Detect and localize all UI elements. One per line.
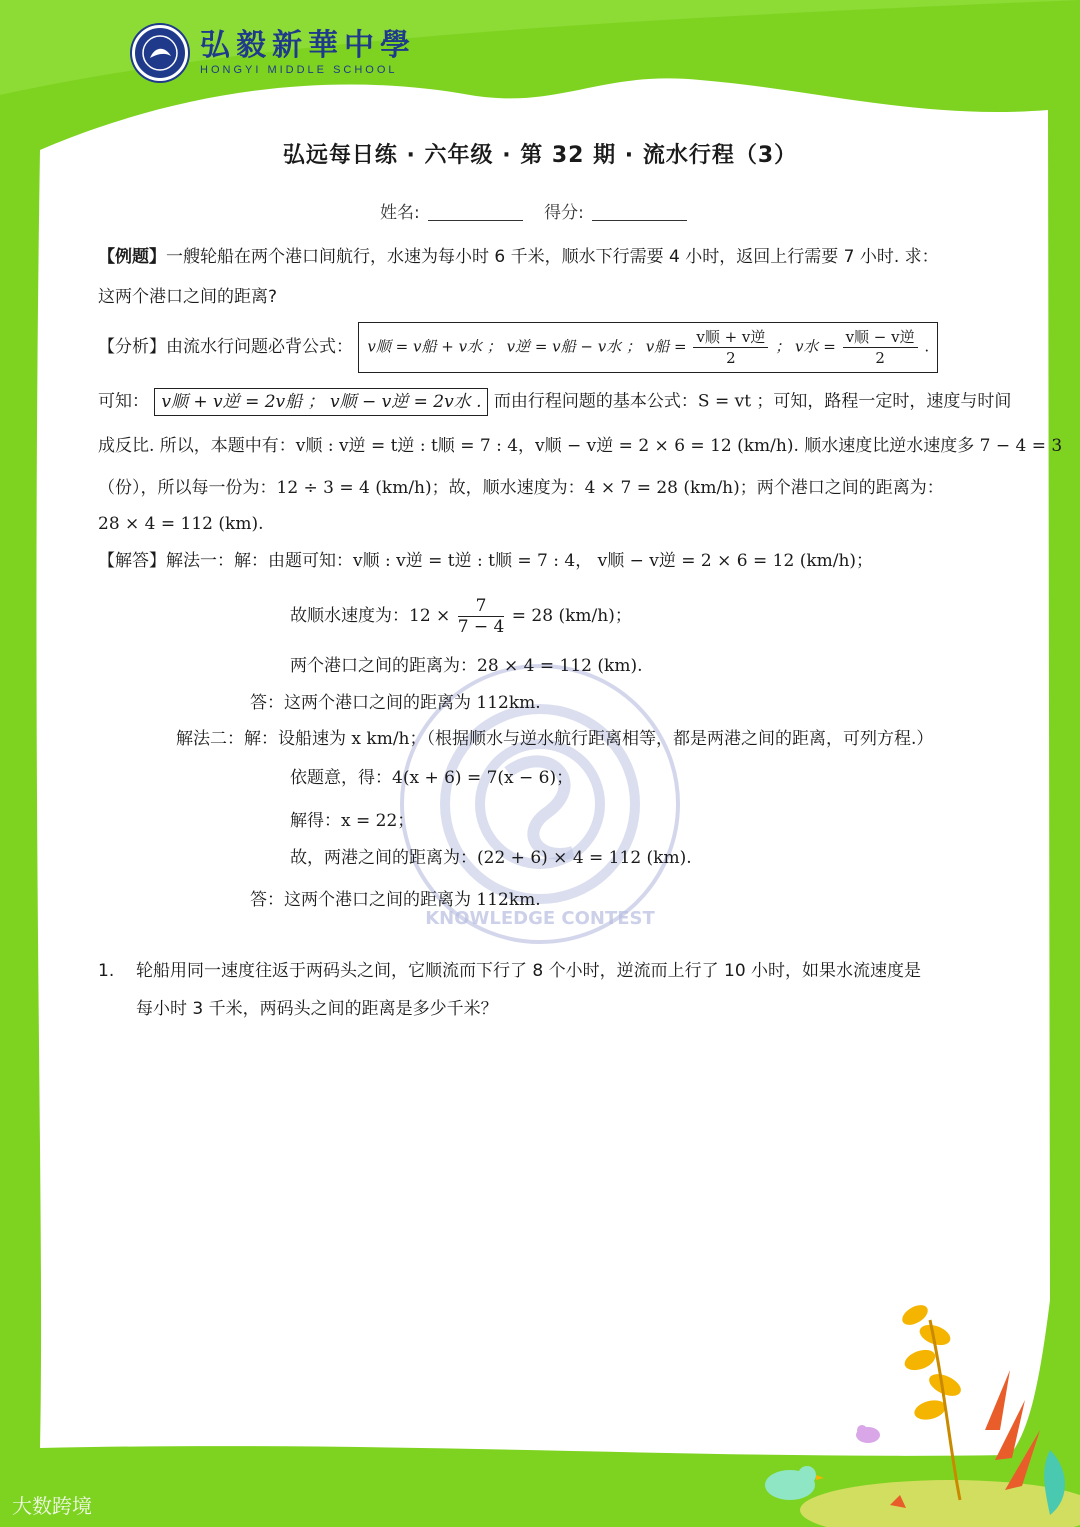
name-label: 姓名: [380,203,420,223]
example-text-1: 一艘轮船在两个港口间航行，水速为每小时 6 千米，顺水下行需要 4 小时，返回上行需要 7 小时. 求： [166,247,939,267]
formula-fraction-1: $\frac{\text{v顺 + v逆}}{2}$ [693,327,768,368]
method1-line-2: 故顺水速度为：12 × $\frac{7}{7 - 4}$ = 28 (km/h)； [290,596,632,637]
analysis-line2-rest: 而由行程问题的基本公式：S = vt ；可知，路程一定时，速度与时间 [493,391,1012,412]
school-name-en: HONGYI MIDDLE SCHOOL [200,64,398,76]
example-text-2: 这两个港口之间的距离? [98,287,278,307]
solution-line-1 [98,550,873,572]
analysis-line2-prefix: 可知： [98,391,149,412]
question-1-line-1 [98,960,921,982]
formula-fraction-2: $\frac{\text{v顺 − v逆}}{2}$ [843,327,918,368]
method2-line-2: 依题意，得：4(x + 6) = 7(x − 6)； [290,768,574,788]
method2-line-3: 解得：x = 22； [290,811,415,831]
analysis-line-3: 成反比. 所以，本题中有：v顺 : v逆 = t逆 : t顺 = 7 : 4，v顺 − v逆 = 2 × 6 = 12 (km/h). 顺水速度比逆水速度多 7 − 4 = 3 [98,436,1063,456]
formula-text: v顺 = v船 + v水 ； v逆 = v船 − v水 ； v船 = [367,337,687,356]
school-emblem-icon [132,25,188,81]
plant-decoration-icon [750,1290,1080,1527]
footer-brand: 大数跨境 [12,1494,92,1518]
page-title: 弘远每日练 · 六年级 · 第 32 期 · 流水行程（3） [282,143,798,168]
score-label: 得分: [544,203,584,223]
score-blank [592,220,687,221]
school-name-cn: 弘毅新華中學 [200,28,416,63]
question-text-1: 轮船用同一速度往返于两码头之间，它顺流而下行了 8 个小时，逆流而上行了 10 小时，如果水流速度是 [136,961,922,981]
name-score-bar [380,198,703,223]
method2-line-4: 故，两港之间的距离为：(22 + 6) × 4 = 112 (km). [290,848,692,868]
formula-mid: ； v水 = [775,337,836,356]
solution-label: 【解答】 [98,551,166,571]
example-label: 【例题】 [98,247,166,267]
question-number: 1. [98,961,115,981]
method1-fraction: $\frac{7}{7 - 4}$ [457,596,505,637]
watermark-text: KNOWLEDGE CONTEST [425,908,655,929]
method1-line-1: 解法一：解：由题可知：v顺 : v逆 = t逆 : t顺 = 7 : 4， v顺 − v逆 = 2 × 6 = 12 (km/h)； [166,551,874,571]
analysis-line-5: 28 × 4 = 112 (km). [98,514,264,534]
example-line-1 [98,246,939,268]
question-1-line-2: 每小时 3 千米，两码头之间的距离是多少千米？ [136,999,498,1019]
method1-line-3: 两个港口之间的距离为：28 × 4 = 112 (km). [290,656,643,676]
name-blank [428,220,523,221]
analysis-line-4: （份），所以每一份为：12 ÷ 3 = 4 (km/h)；故，顺水速度为：4 × 7 = 28 (km/h)；两个港口之间的距离为： [98,478,944,498]
formula-box-1 [358,322,938,373]
formula-end: . [924,337,930,356]
formula-box-2: v顺 + v逆 = 2v船 ； v顺 − v逆 = 2v水 . [154,388,488,416]
analysis-line-2 [98,388,1011,416]
method2-line-1: 解法二：解：设船速为 x km/h；（根据顺水与逆水航行距离相等，都是两港之间的距离，可列方程.） [176,729,934,749]
analysis-line-1 [98,322,938,373]
school-logo [132,28,416,78]
method2-answer: 答：这两个港口之间的距离为 112km. [250,890,541,910]
method1-answer: 答：这两个港口之间的距离为 112km. [250,693,541,713]
analysis-label: 【分析】 [98,337,166,357]
analysis-intro: 由流水行问题必背公式： [166,337,353,357]
